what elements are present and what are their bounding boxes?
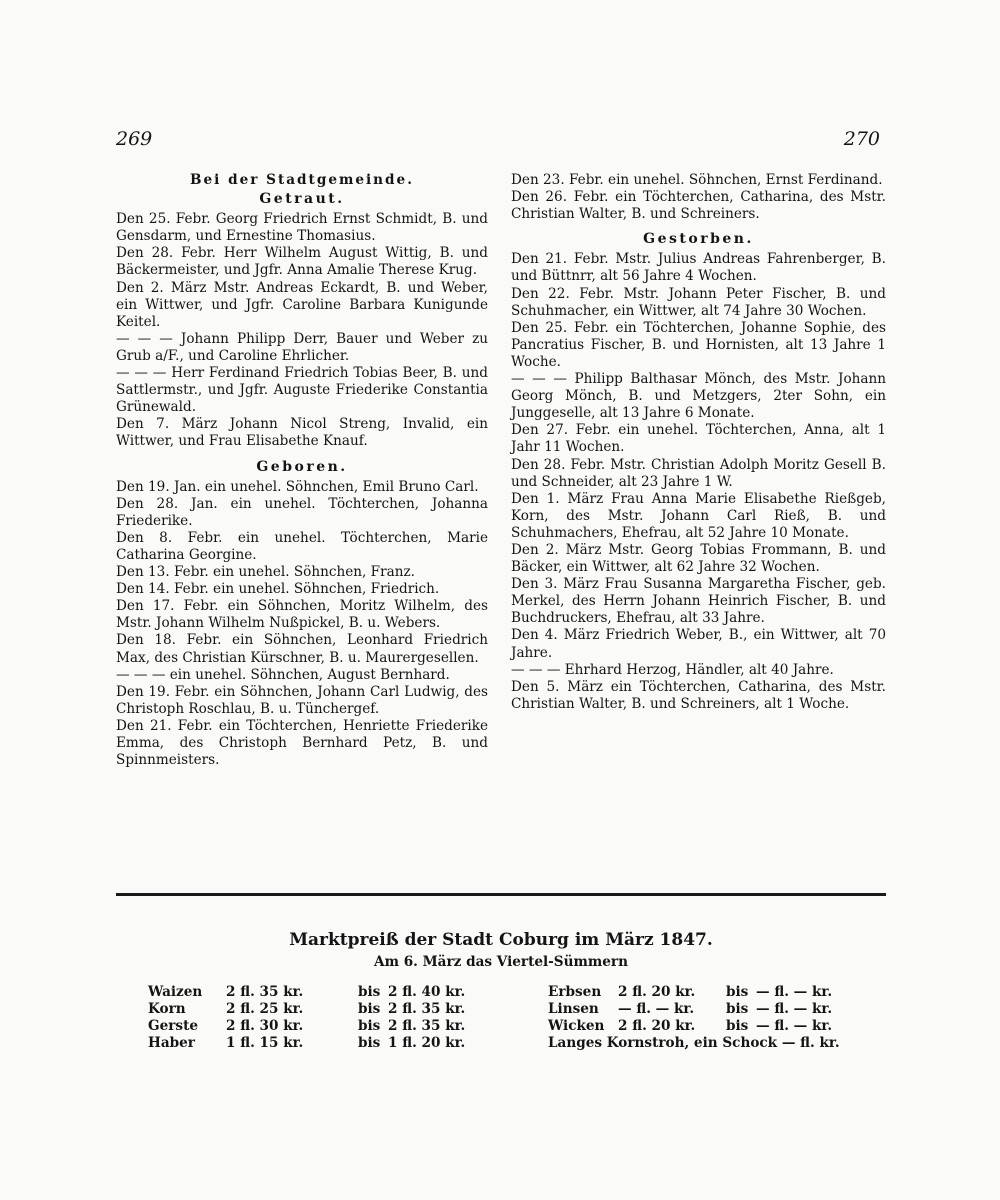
price-bis: bis — [358, 1018, 381, 1034]
birth-entry: Den 14. Febr. ein unehel. Söhnchen, Friedrich. — [116, 581, 440, 598]
death-entry: Den 1. März Frau Anna Marie Elisabethe Rießgeb, Korn, des Mstr. Johann Carl Rieß, B. und Schuhmachers, Ehefrau, alt 52 Jahre 10 Monate. — [511, 490, 886, 541]
marriages-title: Getraut. — [259, 191, 345, 208]
marriage-entry: Den 28. Febr. Herr Wilhelm August Wittig, B. und Bäckermeister, und Jgfr. Anna Amalie Therese Krug. — [116, 245, 488, 279]
market-title: Marktpreiß der Stadt Coburg im März 1847. — [289, 930, 713, 950]
marriage-entry: — — — Johann Philipp Derr, Bauer und Weber zu Grub a/F., und Caroline Ehrlicher. — [116, 330, 488, 364]
price-from: 2 fl. 35 kr. — [226, 984, 304, 1000]
price-from: 2 fl. 25 kr. — [226, 1001, 304, 1017]
market-date-line: Am 6. März das Viertel-Sümmern — [374, 954, 628, 970]
death-entry: Den 5. März ein Töchterchen, Catharina, des Mstr. Christian Walter, B. und Schreiners, alt 1 Woche. — [511, 678, 886, 712]
page-number-right: 270 — [843, 128, 880, 150]
marriage-entry: — — — Herr Ferdinand Friedrich Tobias Beer, B. und Sattlermstr., und Jgfr. Auguste Friederike Constantia Grünewald. — [116, 365, 488, 416]
birth-entry: Den 28. Jan. ein unehel. Töchterchen, Johanna Friederike. — [116, 495, 488, 529]
births-title: Geboren. — [256, 458, 348, 475]
birth-entry: Den 17. Febr. ein Söhnchen, Moritz Wilhelm, des Mstr. Johann Wilhelm Nußpickel, B. u. Webers. — [116, 598, 488, 632]
price-row — [548, 1001, 840, 1018]
page-number-left: 269 — [116, 128, 153, 150]
item-name: Erbsen — [548, 984, 602, 1000]
birth-entry: — — — ein unehel. Söhnchen, August Bernhard. — [116, 666, 450, 683]
left-column — [116, 172, 488, 769]
birth-entry: Den 19. Febr. ein Söhnchen, Johann Carl Ludwig, des Christoph Roschlau, B. u. Tünchergef. — [116, 683, 488, 717]
marriage-entry: Den 7. März Johann Nicol Streng, Invalid, ein Wittwer, und Frau Elisabethe Knauf. — [116, 416, 488, 450]
price-to: — fl. — kr. — [756, 984, 833, 1000]
birth-entry: Den 8. Febr. ein unehel. Töchterchen, Marie Catharina Georgine. — [116, 529, 488, 563]
item-name: Haber — [148, 1035, 195, 1051]
price-from: — fl. — kr. — [618, 1001, 695, 1017]
death-entry: Den 27. Febr. ein unehel. Töchterchen, Anna, alt 1 Jahr 11 Wochen. — [511, 422, 886, 456]
item-name: Korn — [148, 1001, 186, 1017]
price-row — [148, 1035, 465, 1052]
price-row — [548, 1035, 840, 1052]
death-entry: Den 28. Febr. Mstr. Christian Adolph Moritz Gesell B. und Schneider, alt 23 Jahre 1 W. — [511, 456, 886, 490]
item-name: Gerste — [148, 1018, 199, 1034]
price-row — [148, 1001, 465, 1018]
legume-price-list — [548, 984, 840, 1052]
death-entry: Den 22. Febr. Mstr. Johann Peter Fischer, B. und Schuhmacher, ein Wittwer, alt 74 Jahre 30 Wochen. — [511, 285, 886, 319]
price-bis: bis — [726, 1001, 749, 1017]
straw-price: Langes Kornstroh, ein Schock — fl. kr. — [548, 1035, 840, 1051]
market-price-section — [116, 930, 886, 1074]
price-to: — fl. — kr. — [756, 1018, 833, 1034]
death-entry: Den 4. März Friedrich Weber, B., ein Wittwer, alt 70 Jahre. — [511, 627, 886, 661]
section-divider — [116, 893, 886, 896]
death-entry: — — — Philipp Balthasar Mönch, des Mstr. Johann Georg Mönch, B. und Metzgers, 2ter Sohn, ein Junggeselle, alt 13 Jahre 6 Monate. — [511, 371, 886, 422]
price-row — [548, 1018, 840, 1035]
right-column — [511, 172, 886, 713]
price-bis: bis — [726, 984, 749, 1000]
item-name: Waizen — [148, 984, 203, 1000]
price-row — [548, 984, 840, 1001]
birth-entry: Den 23. Febr. ein unehel. Söhnchen, Ernst Ferdinand. — [511, 172, 883, 188]
price-bis: bis — [358, 984, 381, 1000]
price-from: 2 fl. 20 kr. — [618, 984, 696, 1000]
price-bis: bis — [358, 1035, 381, 1051]
price-row — [148, 984, 465, 1001]
price-bis: bis — [358, 1001, 381, 1017]
marriage-entry: Den 2. März Mstr. Andreas Eckardt, B. und Weber, ein Wittwer, und Jgfr. Caroline Barbara Kunigunde Keitel. — [116, 279, 488, 330]
birth-entry: Den 26. Febr. ein Töchterchen, Catharina, des Mstr. Christian Walter, B. und Schreiners. — [511, 189, 886, 223]
price-from: 2 fl. 30 kr. — [226, 1018, 304, 1034]
death-entry: Den 21. Febr. Mstr. Julius Andreas Fahrenberger, B. und Büttnrr, alt 56 Jahre 4 Wochen. — [511, 251, 886, 285]
section-heading: Bei der Stadtgemeinde. — [190, 172, 414, 188]
deaths-title: Gestorben. — [643, 231, 754, 248]
item-name: Wicken — [548, 1018, 605, 1034]
price-from: 1 fl. 15 kr. — [226, 1035, 304, 1051]
price-to: 2 fl. 40 kr. — [388, 984, 466, 1000]
death-entry: — — — Ehrhard Herzog, Händler, alt 40 Jahre. — [511, 661, 834, 678]
birth-entry: Den 19. Jan. ein unehel. Söhnchen, Emil Bruno Carl. — [116, 478, 479, 495]
birth-entry: Den 21. Febr. ein Töchterchen, Henriette Friederike Emma, des Christoph Bernhard Petz, B. und Spinnmeisters. — [116, 717, 488, 769]
price-to: — fl. — kr. — [756, 1001, 833, 1017]
birth-entry: Den 18. Febr. ein Söhnchen, Leonhard Friedrich Max, des Christian Kürschner, B. u. Maurergesellen. — [116, 632, 488, 666]
death-entry: Den 25. Febr. ein Töchterchen, Johanne Sophie, des Pancratius Fischer, B. und Hornisten, alt 13 Jahre 1 Woche. — [511, 319, 886, 370]
price-bis: bis — [726, 1018, 749, 1034]
item-name: Linsen — [548, 1001, 599, 1017]
price-from: 2 fl. 20 kr. — [618, 1018, 696, 1034]
death-entry: Den 2. März Mstr. Georg Tobias Frommann, B. und Bäcker, ein Wittwer, alt 62 Jahre 32 Wochen. — [511, 541, 886, 576]
marriage-entry: Den 25. Febr. Georg Friedrich Ernst Schmidt, B. und Gensdarm, und Ernestine Thomasius. — [116, 211, 488, 245]
price-row — [148, 1018, 465, 1035]
death-entry: Den 3. März Frau Susanna Margaretha Fischer, geb. Merkel, des Herrn Johann Heinrich Fischer, B. und Buchdruckers, Ehefrau, alt 33 Jahre. — [511, 576, 886, 627]
grain-price-list — [148, 984, 465, 1052]
birth-entry: Den 13. Febr. ein unehel. Söhnchen, Franz. — [116, 564, 415, 581]
price-to: 2 fl. 35 kr. — [388, 1001, 466, 1017]
price-to: 1 fl. 20 kr. — [388, 1035, 466, 1051]
price-to: 2 fl. 35 kr. — [388, 1018, 466, 1034]
market-price-table — [116, 984, 886, 1074]
